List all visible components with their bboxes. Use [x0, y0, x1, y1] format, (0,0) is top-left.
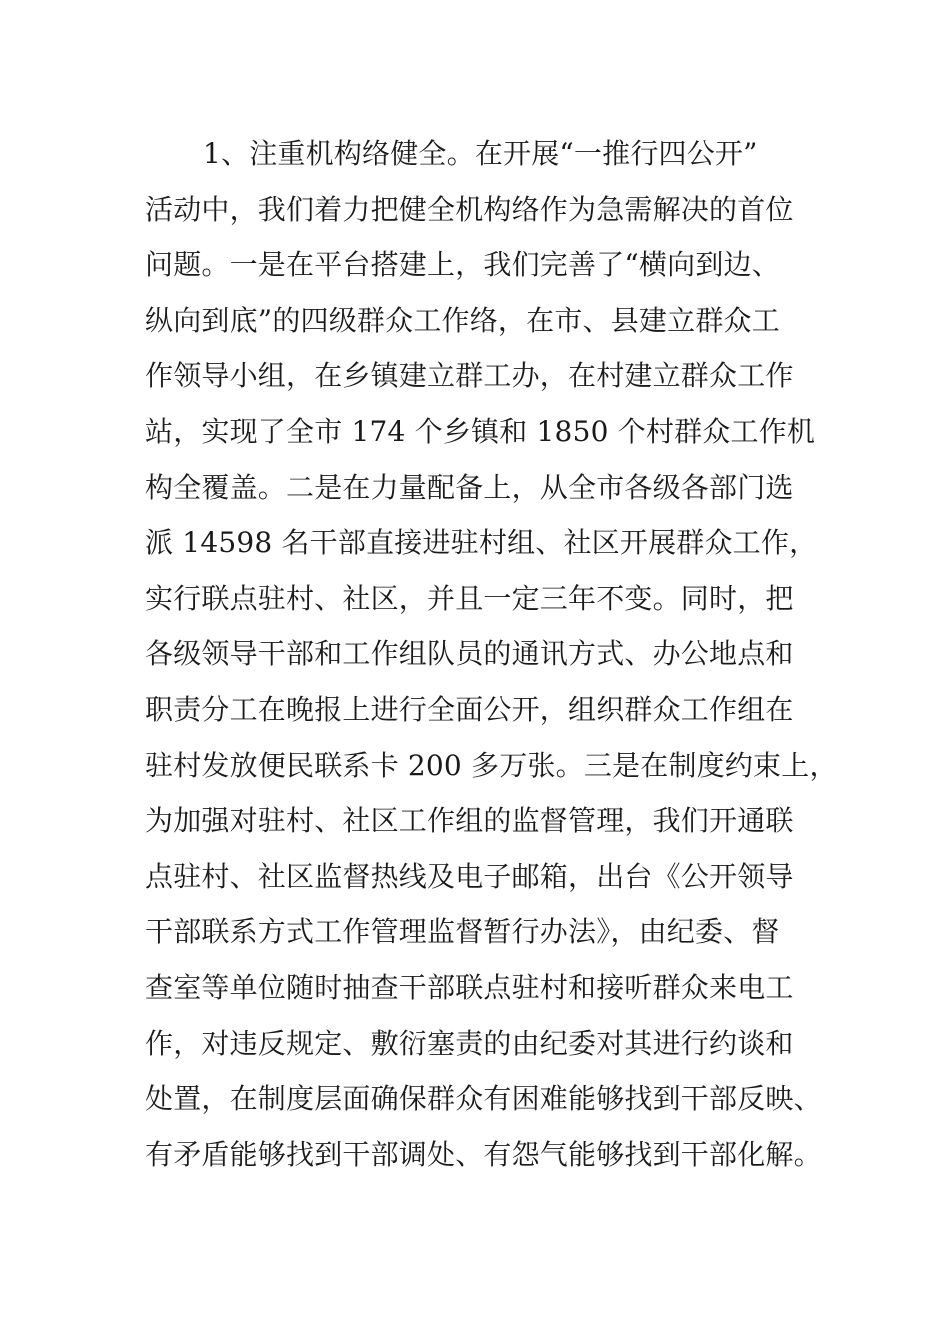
paragraph-line: 问题。一是在平台搭建上，我们完善了“横向到边、 — [145, 248, 780, 282]
paragraph-line: 派 14598 名干部直接进驻村组、社区开展群众工作， — [145, 526, 818, 560]
paragraph-line: 处置，在制度层面确保群众有困难能够找到干部反映、 — [145, 1082, 822, 1116]
body-paragraph — [145, 126, 838, 1182]
paragraph-line: 作领导小组，在乡镇建立群工办，在村建立群众工作 — [145, 359, 794, 393]
paragraph-line: 纵向到底”的四级群众工作络，在市、县建立群众工 — [145, 303, 780, 337]
paragraph-line: 作，对违反规定、敷衍塞责的由纪委对其进行约谈和 — [145, 1026, 794, 1060]
paragraph-line: 查室等单位随时抽查干部联点驻村和接听群众来电工 — [145, 970, 794, 1004]
paragraph-line: 干部联系方式工作管理监督暂行办法》，由纪委、督 — [145, 915, 780, 949]
paragraph-line: 有矛盾能够找到干部调处、有怨气能够找到干部化解。 — [145, 1137, 822, 1171]
paragraph-line: 1、注重机构络健全。在开展“一推行四公开” — [203, 137, 758, 170]
paragraph-line: 站，实现了全市 174 个乡镇和 1850 个村群众工作机 — [145, 414, 816, 448]
paragraph-line: 活动中，我们着力把健全机构络作为急需解决的首位 — [145, 192, 794, 226]
paragraph-line: 点驻村、社区监督热线及电子邮箱，出台《公开领导 — [145, 859, 794, 893]
paragraph-line: 驻村发放便民联系卡 200 多万张。三是在制度约束上， — [145, 748, 838, 782]
paragraph-line: 各级领导干部和工作组队员的通讯方式、办公地点和 — [145, 637, 794, 671]
paragraph-line: 为加强对驻村、社区工作组的监督管理，我们开通联 — [145, 804, 794, 838]
paragraph-line: 职责分工在晚报上进行全面公开，组织群众工作组在 — [145, 692, 794, 726]
paragraph-line: 构全覆盖。二是在力量配备上，从全市各级各部门选 — [145, 470, 794, 504]
paragraph-line: 实行联点驻村、社区，并且一定三年不变。同时，把 — [145, 581, 794, 615]
